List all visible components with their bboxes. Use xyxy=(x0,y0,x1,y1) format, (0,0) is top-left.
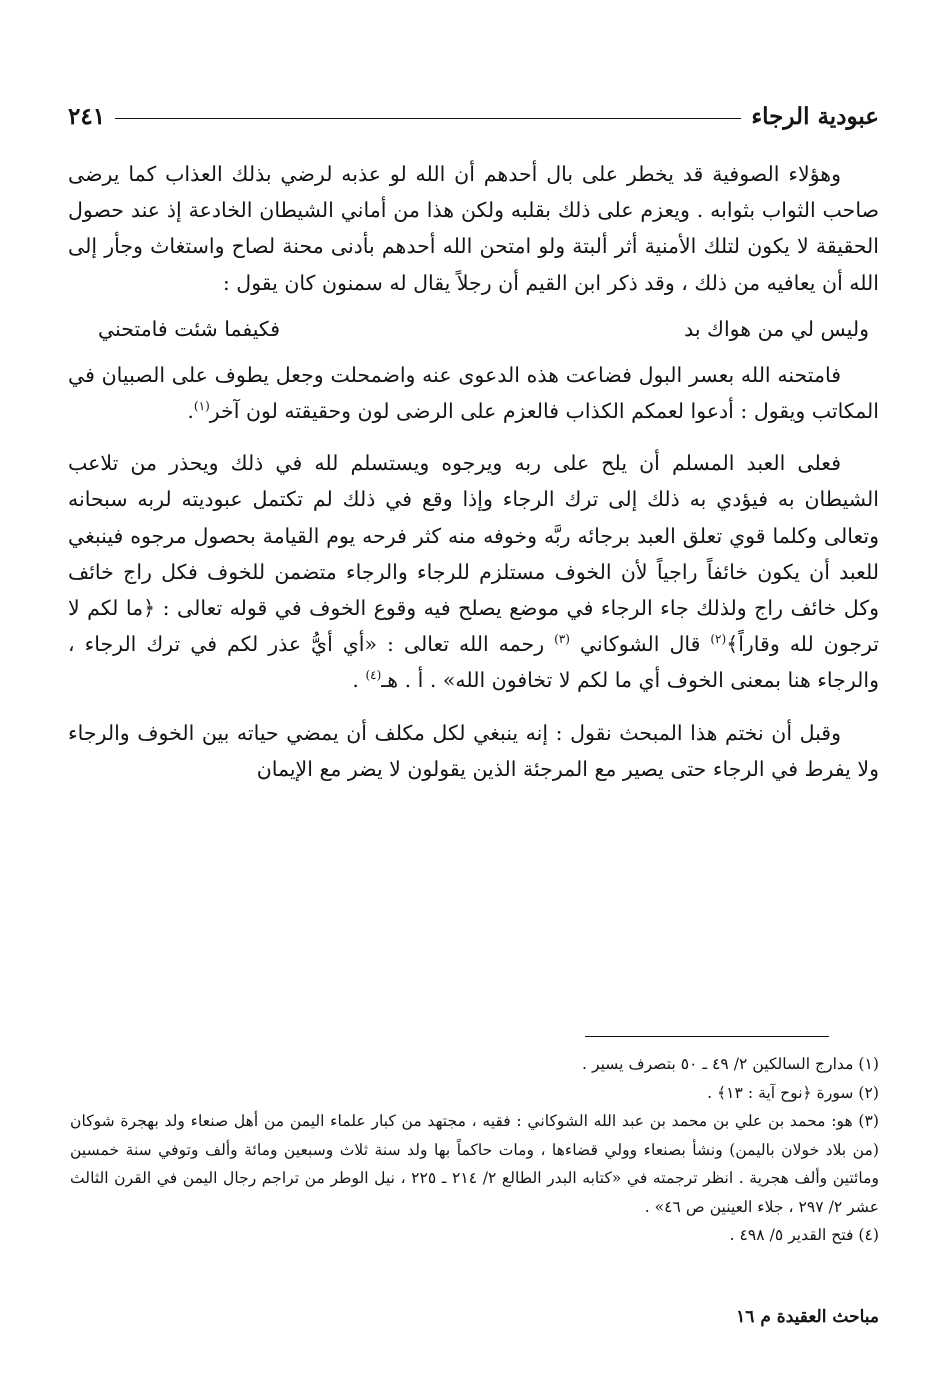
footnote-4: (٤) فتح القدير ٥/ ٤٩٨ . xyxy=(729,1226,879,1244)
footnote-ref-3: (٣) xyxy=(554,632,570,647)
verse-first-hemistich: وليس لي من هواك بد xyxy=(684,316,869,341)
paragraph-2: فامتحنه الله بعسر البول فضاعت هذه الدعوى عنه واضمحلت وجعل يطوف على الصبيان في المكاتب ويقول : أدعوا لعمكم الكذاب فالعزم على الرضى لون وحقيقته لون آخر$^{(١)}$. xyxy=(68,362,879,424)
page-number: ٢٤١ xyxy=(68,102,106,130)
paragraph-4: وقبل أن نختم هذا المبحث نقول : إنه ينبغي لكل مكلف أن يمضي حياته بين الخوف والرجاء ولا يفرط في الرجاء حتى يصير مع المرجئة الذين يقولون لا يضر مع الإيمان xyxy=(68,720,879,781)
footnote-3: (٣) هو: محمد بن علي بن محمد بن عبد الله الشوكاني : فقيه ، مجتهد من كبار علماء اليمن من أهل صنعاء ولد بهجرة شوكان (من بلاد خولان باليمن) ونشأ بصنعاء وولي قضاءها ، ومات حاكماً بها ولد سنة ثلاث وسبعين ومائة وألف وتوفي سنة خمسين ومائتين وألف هجرية . انظر ترجمته في «كتابه البدر الطالع ٢/ ٢١٤ ـ ٢٢٥ ، نيل الوطر من تراجم رجال اليمن في القرن الثالث عشر ٢/ ٢٩٧ ، جلاء العينين ص ٤٦» . xyxy=(70,1112,880,1216)
main-text xyxy=(68,156,879,787)
page-header xyxy=(68,98,879,134)
paragraph-1: وهؤلاء الصوفية قد يخطر على بال أحدهم أن الله لو عذبه لرضي بذلك العذاب كما يرضى صاحب الثواب بثوابه . ويعزم على ذلك بقلبه ولكن هذا من أماني الشيطان الخادعة إذ عند حصول الحقيقة لا يكون لتلك الأمنية أثر ألبتة ولو امتحن الله أحدهم بأدنى محنة لصاح واستغاث وجأر إلى الله أن يعافيه من ذلك ، وقد ذكر ابن القيم أن رجلاً يقال له سمنون كان يقول : xyxy=(68,162,879,295)
footnote-separator xyxy=(585,1036,829,1037)
poetry-verse xyxy=(98,311,869,347)
shawkani-quote: «أي أيُّ عذر لكم في ترك الرجاء ، والرجاء هنا بمعنى الخوف أي ما لكم لا تخافون الله» . xyxy=(68,632,879,693)
page-signature: مباحث العقيدة م ١٦ xyxy=(736,1307,879,1327)
verse-second-hemistich: فكيفما شئت فامتحني xyxy=(98,316,281,341)
running-title: عبودية الرجاء xyxy=(751,102,879,130)
footnote-ref-4: (٤) xyxy=(365,668,382,683)
footnote-ref-1: (١) xyxy=(193,399,210,414)
footnotes xyxy=(70,1050,879,1250)
header-rule xyxy=(115,118,741,119)
footnote-2: (٢) سورة ﴿نوح آية : ١٣﴾ . xyxy=(707,1083,879,1102)
paragraph-3: فعلى العبد المسلم أن يلح على ربه ويرجوه ويستسلم لله في ذلك ويحذر من تلاعب الشيطان به فيؤدي به ذلك إلى ترك الرجاء وإذا وقع في ذلك لم تكتمل عبوديته لربه سبحانه وتعالى وكلما قوي تعلق العبد برجائه ربَّه وخوفه منه كثر فرحه يوم القيامة بحصول مرجوه فينبغي للعبد أن يكون خائفاً راجياً لأن الخوف مستلزم للرجاء والرجاء متضمن للخوف فكل راج خائف وكل خائف راج ولذلك جاء الرجاء في موضع يصلح فيه وقوع الخوف في قوله تعالى : ﴿ما لكم لا ترجون لله وقاراً﴾$^{(٢)}$ قال الشوكاني $^{(٣)}$ رحمه الله تعالى : «أي أيُّ عذر لكم في ترك الرجاء ، والرجاء هنا بمعنى الخوف أي ما لكم لا تخافون الله» . أ . هـ$^{(٤)}$ . xyxy=(68,451,880,693)
footnote-1: (١) مدارج السالكين ٢/ ٤٩ ـ ٥٠ بتصرف يسير . xyxy=(582,1055,879,1073)
footnote-ref-2: (٢) xyxy=(710,632,727,647)
quran-quote: ﴿ما لكم لا ترجون لله وقاراً﴾ xyxy=(68,596,880,657)
